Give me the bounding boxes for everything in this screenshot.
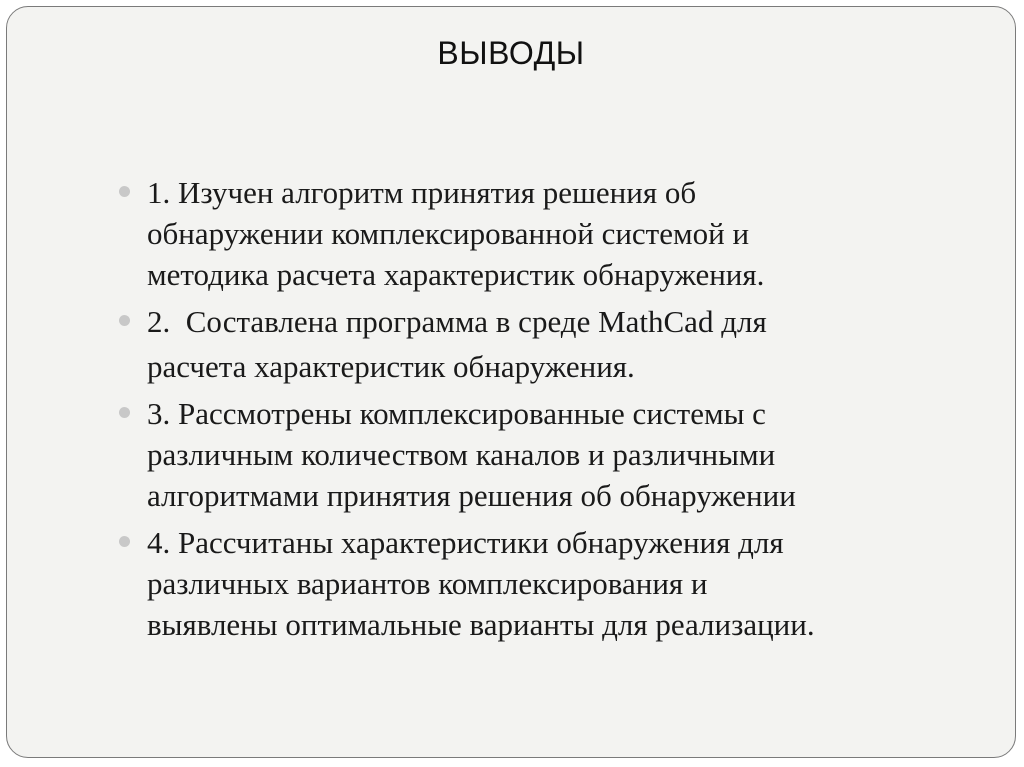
list-item-line: 1. Изучен алгоритм принятия решения об <box>147 175 697 210</box>
list-item-line: 2. Составлена программа в среде MathCad для <box>147 304 767 339</box>
list-item-line: различным количеством каналов и различными <box>147 437 776 472</box>
bullet-icon <box>119 186 130 197</box>
list-item-line: 3. Рассмотрены комплексированные системы с <box>147 396 766 431</box>
bullet-icon <box>119 536 130 547</box>
list-item-line: методика расчета характеристик обнаружения. <box>147 257 765 292</box>
list-item-line: выявлены оптимальные варианты для реализации. <box>147 607 815 642</box>
list-item-line: расчета характеристик обнаружения. <box>147 349 635 384</box>
list-item-line: различных вариантов комплексирования и <box>147 566 708 601</box>
list-item <box>119 172 979 295</box>
list-item <box>119 301 979 387</box>
list-item-line: обнаружении комплексированной системой и <box>147 216 750 251</box>
bullet-icon <box>119 407 130 418</box>
list-item <box>119 522 979 645</box>
conclusions-list <box>119 172 979 645</box>
list-item-line: 4. Рассчитаны характеристики обнаружения для <box>147 525 784 560</box>
bullet-icon <box>119 315 130 326</box>
slide-title: ВЫВОДЫ <box>437 35 585 71</box>
list-item-line: алгоритмами принятия решения об обнаружении <box>147 478 796 513</box>
list-item <box>119 393 979 516</box>
slide <box>6 6 1016 758</box>
